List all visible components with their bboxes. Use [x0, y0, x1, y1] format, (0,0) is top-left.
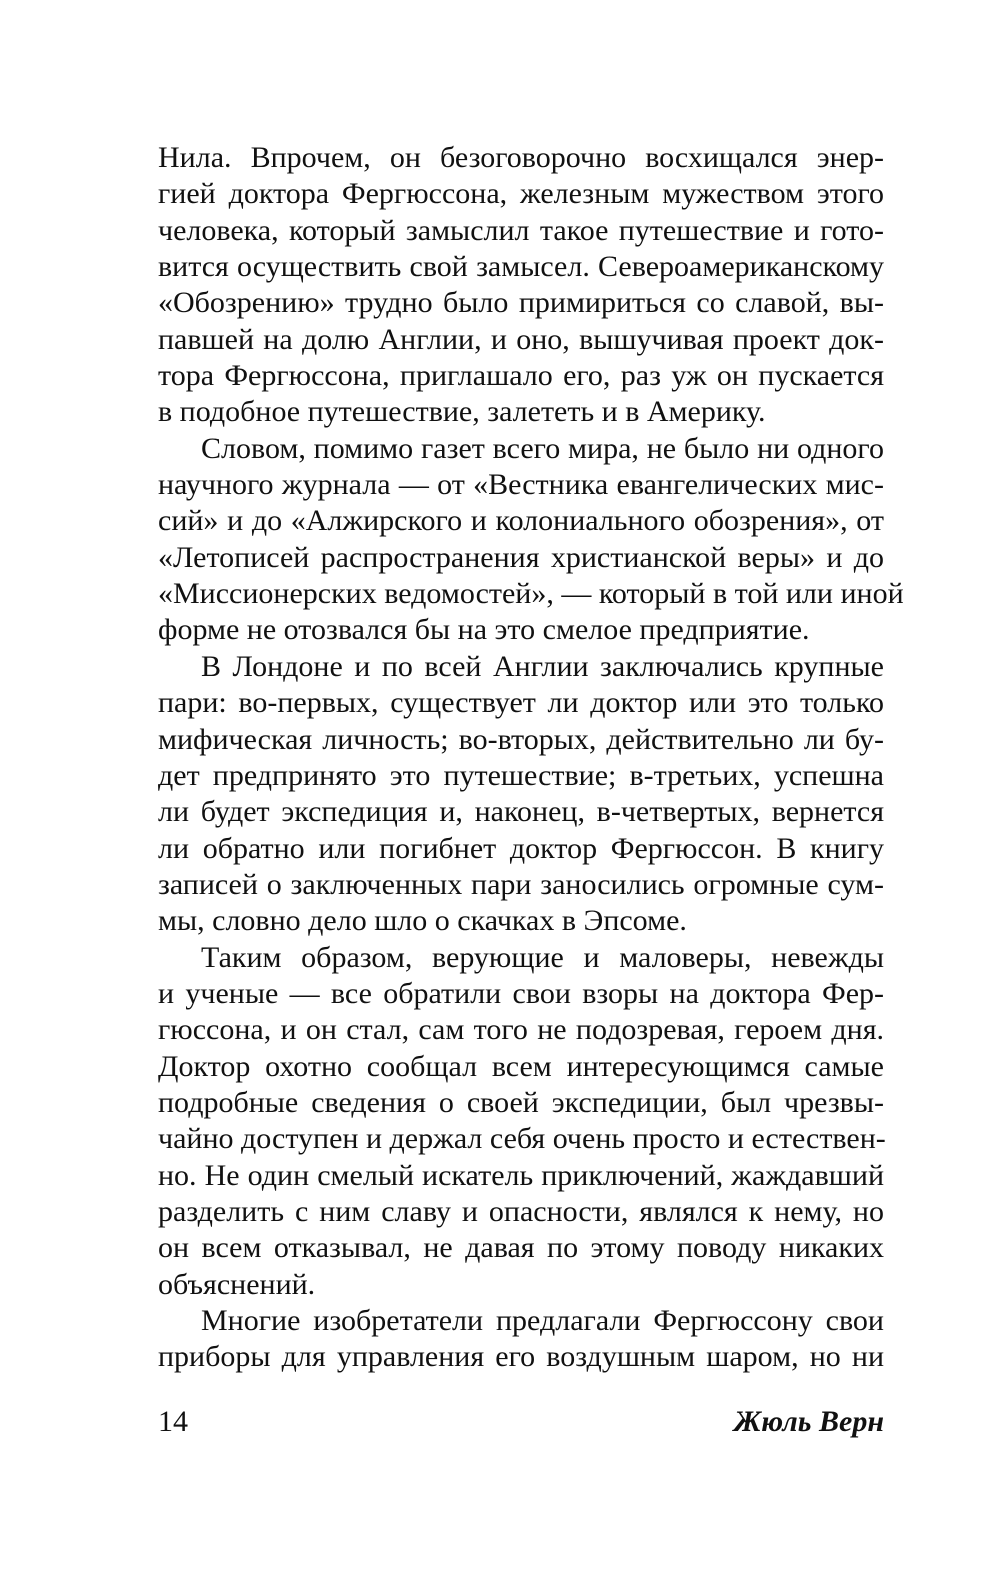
text-line: гюссона, и он стал, сам того не подозревая, героем дня.	[158, 1013, 884, 1047]
text-line: мы, словно дело шло о скачках в Эпсоме.	[158, 904, 687, 938]
running-footer-author: Жюль Верн	[733, 1405, 884, 1438]
text-line: «Обозрению» трудно было примириться со славой, вы-	[158, 286, 884, 320]
text-line: в подобное путешествие, залететь и в Америку.	[158, 395, 766, 429]
page-number: 14	[158, 1405, 188, 1438]
text-line: разделить с ним славу и опасности, являлся к нему, но	[158, 1194, 884, 1228]
text-line: записей о заключенных пари заносились огромные сум-	[158, 867, 884, 901]
text-line: В Лондоне и по всей Англии заключались крупные	[201, 649, 884, 683]
text-line: Доктор охотно сообщал всем интересующимся самые	[158, 1049, 884, 1083]
text-line: объяснений.	[158, 1267, 316, 1301]
text-line: тора Фергюссона, приглашало его, раз уж он пускается	[158, 359, 884, 393]
text-line: подробные сведения о своей экспедиции, был чрезвы-	[158, 1085, 884, 1119]
text-line: форме не отозвался бы на это смелое предприятие.	[158, 613, 810, 647]
body-text	[158, 140, 904, 1376]
text-line: «Миссионерских ведомостей», — который в той или иной	[158, 577, 904, 611]
text-line: пари: во-первых, существует ли доктор или это только	[158, 686, 884, 720]
text-line: приборы для управления его воздушным шаром, но ни	[158, 1340, 884, 1374]
text-line: человека, который замыслил такое путешествие и гото-	[158, 213, 884, 247]
text-line: гией доктора Фергюссона, железным мужеством этого	[158, 177, 884, 211]
text-line: сий» и до «Алжирского и колониального обозрения», от	[158, 504, 884, 538]
text-line: и ученые — все обратили свои взоры на доктора Фер-	[158, 976, 884, 1010]
text-line: дет предпринято это путешествие; в-третьих, успешна	[158, 758, 884, 792]
text-line: он всем отказывал, не давая по этому поводу никаких	[158, 1231, 884, 1265]
text-line: чайно доступен и держал себя очень просто и естествен-	[158, 1122, 886, 1156]
text-line: Словом, помимо газет всего мира, не было ни одного	[201, 431, 884, 465]
text-line: научного журнала — от «Вестника евангелических мис-	[158, 468, 884, 502]
text-line: Многие изобретатели предлагали Фергюссону свои	[201, 1304, 884, 1337]
text-line: мифическая личность; во-вторых, действительно ли бу-	[158, 722, 884, 756]
text-line: ли обратно или погибнет доктор Фергюссон. В книгу	[158, 831, 884, 865]
text-line: вится осуществить свой замысел. Североамериканскому	[158, 250, 884, 284]
text-line: ли будет экспедиция и, наконец, в-четвертых, вернется	[158, 795, 884, 829]
text-line: Таким образом, верующие и маловеры, невежды	[201, 940, 884, 974]
text-line: «Летописей распространения христианской веры» и до	[158, 540, 884, 574]
text-line: но. Не один смелый искатель приключений, жаждавший	[158, 1158, 884, 1192]
text-line: Нила. Впрочем, он безоговорочно восхищался энер-	[158, 141, 884, 174]
text-line: павшей на долю Англии, и оно, вышучивая проект док-	[158, 322, 884, 356]
